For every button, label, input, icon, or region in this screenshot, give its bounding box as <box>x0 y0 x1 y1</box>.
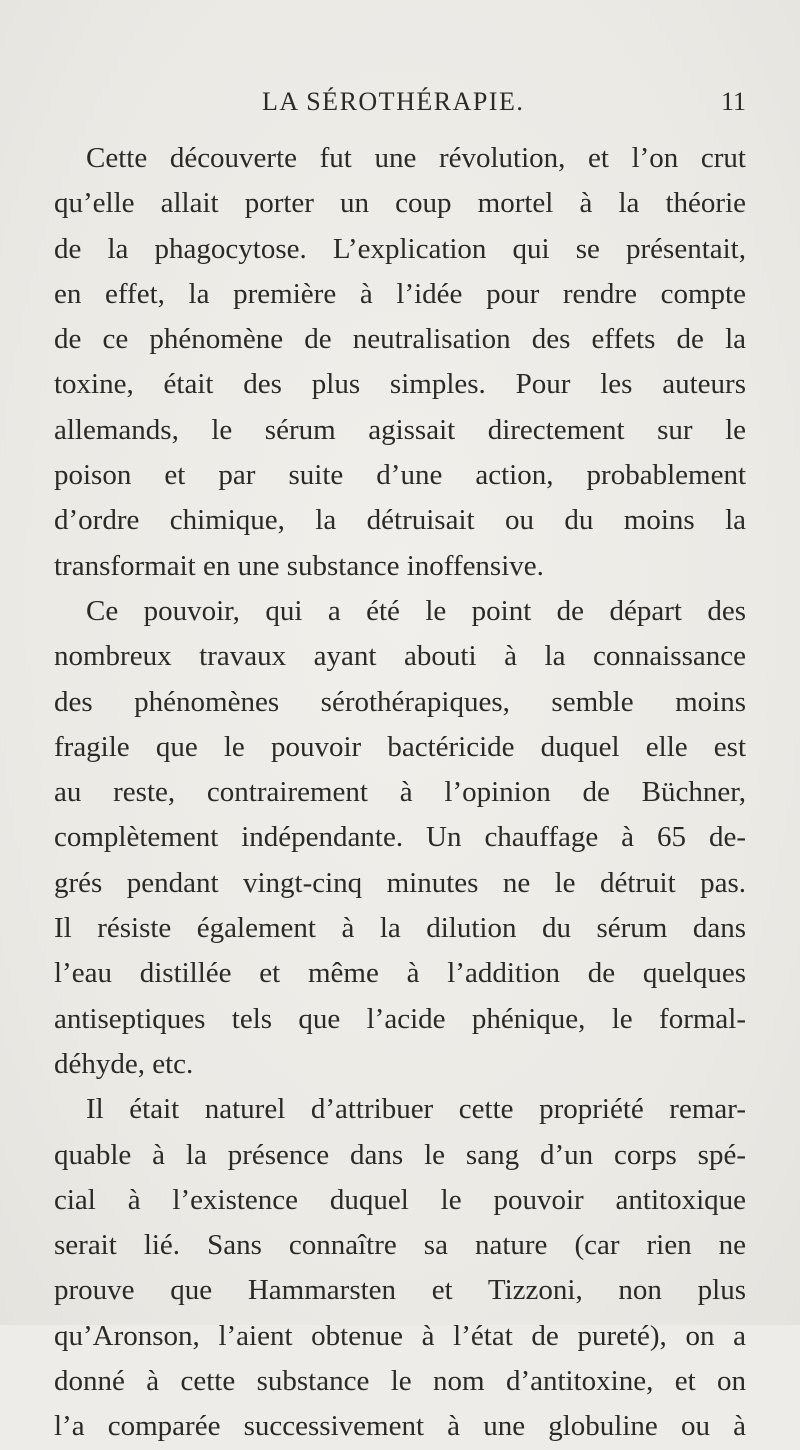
body-text <box>54 136 746 1450</box>
text-line: qu’Aronson, l’aient obtenue à l’état de pureté), on a <box>54 1319 746 1352</box>
text-line: poison et par suite d’une action, probablement <box>54 459 746 492</box>
text-line: grés pendant vingt-cinq minutes ne le détruit pas. <box>54 866 746 899</box>
text-line: déhyde, etc. <box>54 1047 194 1080</box>
running-head <box>54 82 746 122</box>
text-line: transformait en une substance inoffensive. <box>54 549 544 582</box>
running-title: LA SÉROTHÉRAPIE. <box>262 87 525 116</box>
text-line: Il était naturel d’attribuer cette propriété remar- <box>86 1093 746 1126</box>
text-line: fragile que le pouvoir bactéricide duquel elle est <box>54 730 746 763</box>
text-line: antiseptiques tels que l’acide phénique, le formal- <box>54 1002 746 1035</box>
text-line: toxine, était des plus simples. Pour les auteurs <box>54 368 746 401</box>
text-line: d’ordre chimique, la détruisait ou du moins la <box>54 504 746 537</box>
text-line: de la phagocytose. L’explication qui se présentait, <box>54 232 746 265</box>
text-line: quable à la présence dans le sang d’un corps spé- <box>54 1138 746 1171</box>
text-line: en effet, la première à l’idée pour rendre compte <box>54 277 746 310</box>
text-line: de ce phénomène de neutralisation des effets de la <box>54 323 746 356</box>
text-line: complètement indépendante. Un chauffage à 65 de- <box>54 821 746 854</box>
text-line: nombreux travaux ayant abouti à la connaissance <box>54 640 746 673</box>
text-line: donné à cette substance le nom d’antitoxine, et on <box>54 1365 746 1398</box>
text-line: l’eau distillée et même à l’addition de quelques <box>54 957 746 990</box>
text-line: des phénomènes sérothérapiques, semble moins <box>54 685 746 718</box>
text-line: prouve que Hammarsten et Tizzoni, non plus <box>54 1274 746 1307</box>
text-line: Ce pouvoir, qui a été le point de départ des <box>86 594 746 627</box>
text-line: Cette découverte fut une révolution, et l’on crut <box>86 142 746 174</box>
text-line: allemands, le sérum agissait directement sur le <box>54 413 746 446</box>
text-line: qu’elle allait porter un coup mortel à la théorie <box>54 187 746 220</box>
text-line: l’a comparée successivement à une globuline ou à <box>54 1410 746 1443</box>
page-number: 11 <box>720 87 746 116</box>
text-line: Il résiste également à la dilution du sérum dans <box>54 912 746 945</box>
text-line: serait lié. Sans connaître sa nature (car rien ne <box>54 1229 746 1262</box>
text-line: au reste, contrairement à l’opinion de Büchner, <box>54 776 746 809</box>
text-line: cial à l’existence duquel le pouvoir antitoxique <box>54 1183 746 1216</box>
